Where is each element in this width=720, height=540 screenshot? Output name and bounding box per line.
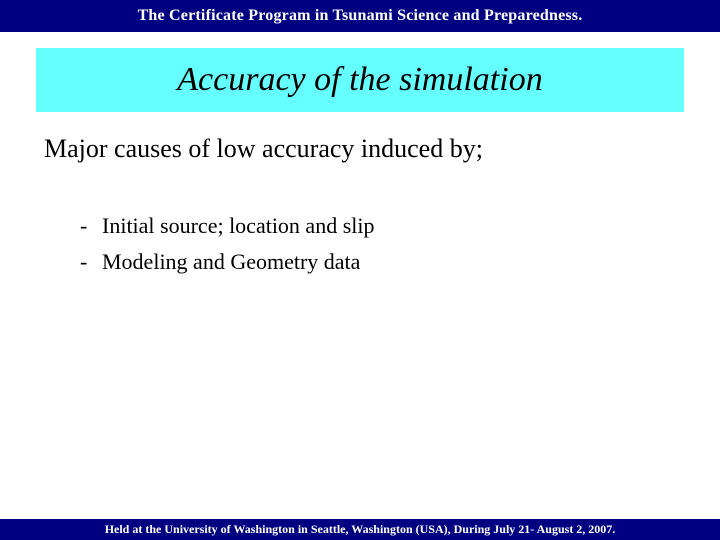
dash-marker: -: [80, 213, 88, 238]
slide-title-box: [36, 48, 684, 112]
sub-bullet-text: Initial source; location and slip: [102, 213, 375, 238]
footer-text: Held at the University of Washington in Seattle, Washington (USA), During July 21- August 2, 2007.: [104, 522, 616, 536]
footer-banner: [0, 519, 720, 540]
main-bullet-text: Major causes of low accuracy induced by;: [44, 134, 483, 163]
sub-bullet-item: [80, 244, 375, 280]
sub-bullet-text: Modeling and Geometry data: [102, 249, 361, 274]
header-banner: [0, 0, 720, 32]
dash-marker: -: [80, 249, 88, 274]
sub-bullet-item: [80, 208, 375, 244]
slide-title: Accuracy of the simulation: [177, 61, 543, 98]
sub-bullet-list: [80, 208, 375, 280]
header-banner-text: The Certificate Program in Tsunami Science and Preparedness.: [137, 7, 583, 24]
